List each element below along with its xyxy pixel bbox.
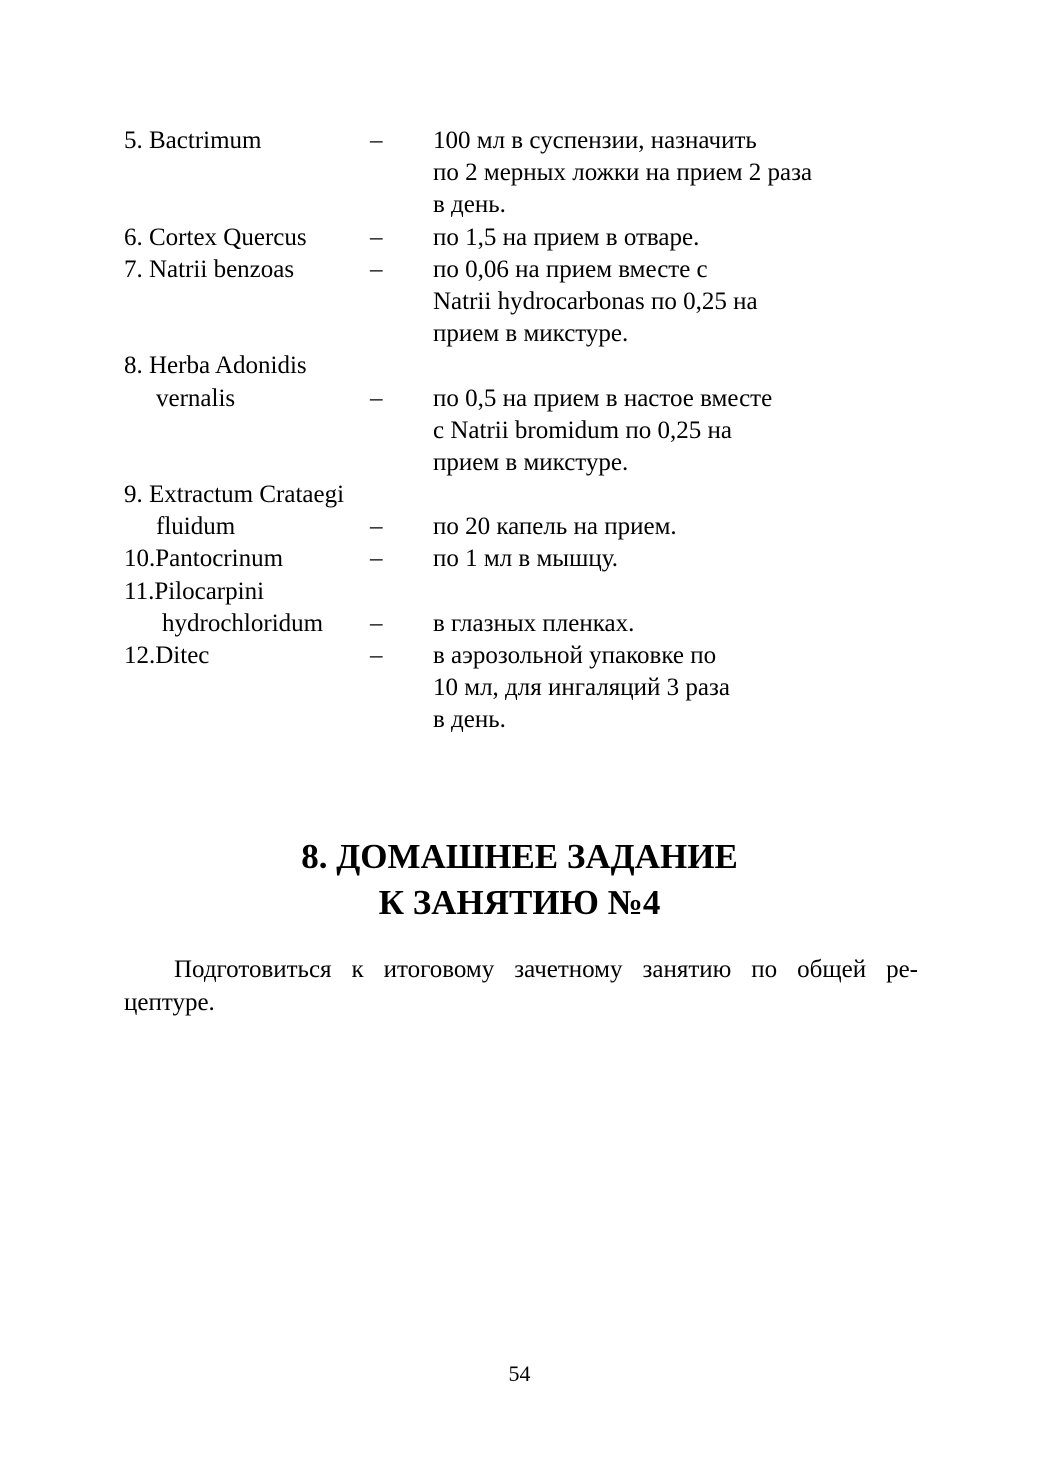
instruction-text: по 0,06 на прием вместе с	[433, 255, 708, 283]
instruction-text: с Natrii bromidum по 0,25 на	[433, 416, 732, 444]
prescription-list	[124, 125, 924, 737]
instruction-text: в день.	[433, 191, 506, 219]
list-item	[124, 125, 924, 157]
paragraph-line: цептуре.	[124, 989, 215, 1016]
instruction-text: по 1,5 на прием в отваре.	[433, 223, 700, 251]
dash: –	[370, 223, 383, 251]
list-item-continuation	[124, 704, 924, 736]
list-item-continuation	[124, 415, 924, 447]
instruction-text: прием в микстуре.	[433, 320, 629, 348]
dash: –	[370, 545, 383, 573]
list-item-continuation	[124, 672, 924, 704]
section-title-line: К ЗАНЯТИЮ №4	[378, 883, 661, 922]
list-item	[124, 640, 924, 672]
instruction-text: Natrii hydrocarbonas по 0,25 на	[433, 287, 758, 315]
dash: –	[370, 255, 383, 283]
drug-name: 7. Natrii benzoas	[124, 255, 295, 283]
dash: –	[370, 642, 383, 669]
list-item-continuation	[124, 189, 924, 221]
list-item-continuation	[124, 511, 924, 543]
instruction-text: по 1 мл в мышцу.	[433, 545, 618, 573]
drug-name-continuation: vernalis	[156, 384, 236, 412]
list-item-continuation	[124, 318, 924, 350]
list-item-continuation	[124, 157, 924, 189]
list-item	[124, 543, 924, 575]
drug-name-continuation: fluidum	[156, 513, 236, 541]
dash: –	[370, 513, 383, 541]
list-item-continuation	[124, 383, 924, 415]
page-number: 54	[508, 1361, 531, 1386]
instruction-text: в глазных пленках.	[433, 609, 635, 637]
list-item	[124, 254, 924, 286]
instruction-text: прием в микстуре.	[433, 448, 629, 476]
list-item	[124, 350, 924, 382]
instruction-text: в день.	[433, 706, 506, 734]
drug-name: 6. Cortex Quercus	[124, 223, 307, 251]
list-item-continuation	[124, 447, 924, 479]
list-item-continuation	[124, 608, 924, 640]
list-item	[124, 576, 924, 608]
list-item	[124, 222, 924, 254]
paragraph-line: Подготовиться к итоговому зачетному занятию по общей ре-	[174, 956, 918, 983]
instruction-text: по 0,5 на прием в настое вместе	[433, 384, 773, 412]
dash: –	[370, 127, 383, 154]
dash: –	[370, 384, 383, 412]
homework-paragraph	[124, 953, 918, 1019]
drug-name: 9. Extractum Crataegi	[124, 481, 345, 509]
drug-name: 8. Herba Adonidis	[124, 352, 307, 380]
list-item	[124, 479, 924, 511]
section-title-line: 8. ДОМАШНЕЕ ЗАДАНИЕ	[301, 837, 738, 876]
drug-name: 10.Pantocrinum	[124, 545, 284, 573]
drug-name: 11.Pilocarpini	[124, 577, 265, 605]
drug-name-continuation: hydrochloridum	[162, 609, 324, 637]
instruction-text: 10 мл, для ингаляций 3 раза	[433, 674, 730, 702]
instruction-text: 100 мл в суспензии, назначить	[433, 127, 757, 154]
dash: –	[370, 609, 383, 637]
list-item-continuation	[124, 286, 924, 318]
drug-name: 12.Ditec	[124, 642, 210, 669]
instruction-text: в аэрозольной упаковке по	[433, 642, 717, 669]
drug-name: 5. Bactrimum	[124, 127, 262, 154]
instruction-text: по 20 капель на прием.	[433, 513, 677, 541]
instruction-text: по 2 мерных ложки на прием 2 раза	[433, 159, 813, 187]
section-heading	[0, 834, 1039, 926]
